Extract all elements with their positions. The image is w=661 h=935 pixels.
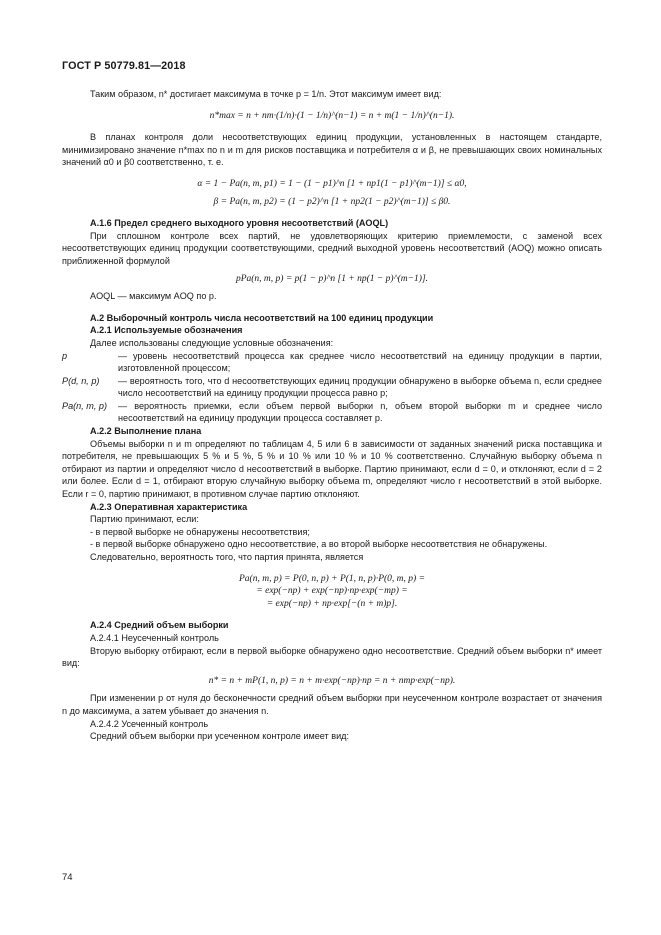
a241-paragraph: Вторую выборку отбирают, если в первой выборке обнаружено одно несоответствие. Средний объем выборки n* имеет вид: [62, 645, 602, 669]
plans-paragraph: В планах контроля доли несоответствующих единиц продукции, установленных в настоящем стандарте, минимизировано значение n*max по n и m для рисков поставщика и потребителя α и β, не превышающих своих номинальных значений α0 и β0 соответственно, т. е. [62, 132, 602, 168]
heading-a24: А.2.4 Средний объем выборки [90, 620, 229, 631]
definitions-list [62, 350, 602, 426]
a23-then: Следовательно, вероятность того, что партия принята, является [90, 552, 364, 562]
page-number: 74 [62, 872, 73, 883]
document-header: ГОСТ Р 50779.81—2018 [62, 60, 186, 72]
aoql-line: AOQL — максимум AOQ по p. [90, 291, 217, 302]
definition-row [62, 400, 602, 425]
a22-paragraph: Объемы выборки n и m определяют по таблицам 4, 5 или 6 в зависимости от заданных значений риска поставщика и потребителя, не превышающих 5 % и 5 %, 5 % и 10 % или 10 % и 10 % соответственно. Случайную выборку объема n отбирают из партии и определяют число d несоответствий в выборке. Партию принимают, если d = 0, и отклоняют, если d = 2 или более. Если d = 1, отбирают вторую случайную выборку объема m, определяют число r несоответствий в этой выборке. Если r = 0, партию принимают, в противном случае партию отклоняют. [62, 438, 602, 500]
definition-term: Pa(n, m, p) [62, 400, 107, 411]
intro-paragraph: Таким образом, n* достигает максимума в точке p = 1/n. Этот максимум имеет вид: [90, 89, 442, 99]
formula-nstar: n* = n + mP(1, n, p) = n + m·exp(−np)·np = n + nmp·exp(−np). [208, 675, 456, 686]
a242-paragraph: Средний объем выборки при усеченном контроле имеет вид: [90, 731, 349, 742]
formula-alpha: α = 1 − Pa(n, m, p1) = 1 − (1 − p1)^n [1 + np1(1 − p1)^(m−1)] ≤ α0, [197, 178, 467, 189]
definition-row [62, 350, 602, 375]
formula-pa-line1: Pa(n, m, p) = P(0, n, p) + P(1, n, p)·P(0, m, p) = [239, 573, 425, 584]
a23-dash-item: - в первой выборке обнаружено одно несоответствие, а во второй выборке несоответствия не обнаружены. [90, 539, 548, 550]
heading-a2: А.2 Выборочный контроль числа несоответствий на 100 единиц продукции [90, 312, 434, 323]
a16-paragraph: При сплошном контроле всех партий, не удовлетворяющих критерию приемлемости, с заменой всех несоответствующих единиц продукции соответствующими, средний выходной уровень несоответствий (AOQ) можно описать приближенной формулой [62, 230, 602, 266]
definition-text: — вероятность того, что d несоответствующих единиц продукции обнаружено в выборке объема n, если среднее число несоответствий на единицу продукции процесса равно p; [118, 375, 602, 399]
definition-text: — вероятность приемки, если объем первой выборки n, объем второй выборки m и среднее число несоответствий на единицу продукции процесса составляет p. [118, 400, 602, 424]
heading-a242: А.2.4.2 Усеченный контроль [90, 718, 209, 729]
a23-dash-item: - в первой выборке не обнаружены несоответствия; [90, 526, 310, 537]
page-body [62, 88, 602, 743]
formula-pa-line2: = exp(−np) + exp(−np)·np·exp(−mp) = [256, 586, 408, 597]
a241-paragraph-2: При изменении p от нуля до бесконечности средний объем выборки при неусеченном контроле возрастает от значения n до максимума, а затем убывает до значения n. [62, 693, 602, 716]
heading-a16: А.1.6 Предел среднего выходного уровня несоответствий (AOQL) [90, 218, 389, 229]
formula-pa-line3: = exp(−np) + np·exp[−(n + m)p]. [266, 598, 398, 609]
formula-aoq: pPa(n, m, p) = p(1 − p)^n [1 + np(1 − p)^(m−1)]. [235, 273, 429, 284]
formula-beta: β = Pa(n, m, p2) = (1 − p2)^n [1 + np2(1 − p2)^(m−1)] ≤ β0. [213, 196, 451, 207]
a23-accept: Партию принимают, если: [90, 514, 199, 525]
definition-term: P(d, n, p) [62, 375, 100, 386]
heading-a22: А.2.2 Выполнение плана [90, 426, 202, 437]
a21-intro: Далее использованы следующие условные обозначения: [90, 337, 334, 348]
definition-row [62, 375, 602, 400]
definition-text: — уровень несоответствий процесса как среднее число несоответствий на единицу продукции в партии, изготовленной процессом; [118, 350, 602, 374]
heading-a21: А.2.1 Используемые обозначения [90, 325, 243, 336]
heading-a241: А.2.4.1 Неусеченный контроль [90, 632, 219, 643]
formula-nmax: n*max = n + nm·(1/n)·(1 − 1/n)^(n−1) = n + m(1 − 1/n)^(n−1). [209, 110, 455, 121]
definition-term: p [62, 350, 68, 361]
heading-a23: А.2.3 Оперативная характеристика [90, 501, 248, 512]
